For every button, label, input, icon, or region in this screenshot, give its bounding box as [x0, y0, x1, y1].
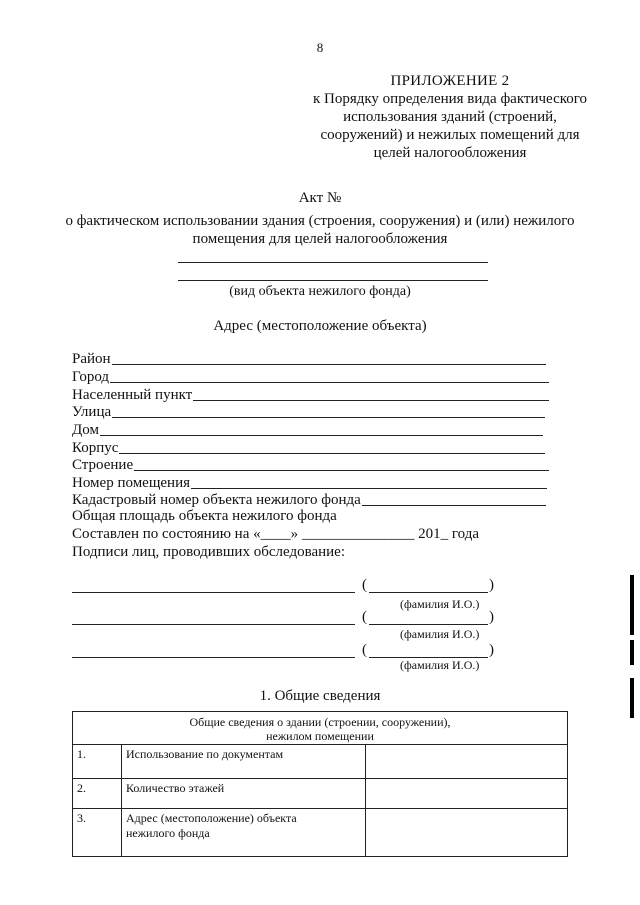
row-label [122, 809, 366, 857]
fill-line[interactable] [134, 470, 549, 471]
row-value[interactable] [366, 809, 568, 857]
table-header-row [73, 712, 568, 745]
field-label: Корпус [72, 440, 119, 456]
field-label: Город [72, 369, 110, 385]
field-label: Номер помещения [72, 475, 191, 491]
row-number: 2. [73, 779, 122, 809]
appendix-block [290, 72, 610, 162]
open-paren: ( [362, 577, 367, 593]
act-title: Акт № [298, 190, 342, 206]
field-label: Населенный пункт [72, 387, 193, 403]
field-label: Кадастровый номер объекта нежилого фонда [72, 492, 361, 508]
appendix-line: использования зданий (строений, [343, 109, 557, 125]
row-label [122, 745, 366, 779]
fill-line[interactable] [193, 400, 549, 401]
table-header-line: нежилом помещении [266, 729, 374, 743]
field-label: Дом [72, 422, 99, 438]
row-label-line: Количество этажей [126, 781, 225, 795]
fill-line[interactable] [112, 417, 545, 418]
address-heading: Адрес (местоположение объекта) [213, 318, 427, 334]
date-line[interactable]: Составлен по состоянию на «____» _______________ 201_ года [72, 526, 480, 542]
table-row [73, 779, 568, 809]
fio-caption: (фамилия И.О.) [400, 597, 480, 611]
table-row [73, 745, 568, 779]
row-label [122, 779, 366, 809]
close-paren: ) [489, 609, 494, 625]
district-field[interactable] [72, 350, 546, 367]
fill-line[interactable] [119, 453, 545, 454]
premises-number-field[interactable] [72, 474, 547, 491]
page-number: 8 [316, 40, 324, 55]
fill-line[interactable] [112, 364, 546, 365]
fill-line[interactable] [191, 488, 547, 489]
act-subtitle-line: о фактическом использовании здания (строения, сооружения) и (или) нежилого [65, 213, 575, 229]
cadastral-number-field[interactable] [72, 491, 546, 508]
general-info-table [72, 711, 568, 857]
appendix-line: к Порядку определения вида фактического [312, 91, 588, 107]
appendix-title: ПРИЛОЖЕНИЕ 2 [390, 73, 510, 89]
building-block-field[interactable] [72, 439, 545, 456]
street-field[interactable] [72, 403, 545, 420]
fio-line[interactable] [369, 592, 488, 593]
scan-edge-mark [630, 640, 634, 665]
table-header-cell [73, 712, 568, 745]
open-paren: ( [362, 609, 367, 625]
close-paren: ) [489, 577, 494, 593]
house-field[interactable] [72, 421, 543, 438]
close-paren: ) [489, 642, 494, 658]
fio-line[interactable] [369, 624, 488, 625]
act-subtitle-line: помещения для целей налогообложения [192, 231, 448, 247]
fill-line[interactable] [362, 505, 546, 506]
object-type-line[interactable] [178, 262, 488, 263]
row-label-line: Использование по документам [126, 747, 284, 761]
signature-line[interactable] [72, 624, 355, 625]
field-label: Район [72, 351, 111, 367]
appendix-line: сооружений) и нежилых помещений для [320, 127, 580, 143]
city-field[interactable] [72, 368, 549, 385]
fill-line[interactable] [100, 435, 543, 436]
object-type-caption: (вид объекта нежилого фонда) [229, 284, 411, 299]
signatures-label: Подписи лиц, проводивших обследование: [72, 544, 345, 560]
fio-caption: (фамилия И.О.) [400, 627, 480, 641]
total-area-label: Общая площадь объекта нежилого фонда [72, 508, 337, 524]
section-heading: 1. Общие сведения [259, 688, 381, 704]
row-label-line: нежилого фонда [126, 826, 210, 840]
row-label-line: Адрес (местоположение) объекта [126, 811, 297, 825]
fio-caption: (фамилия И.О.) [400, 658, 480, 672]
row-number: 1. [73, 745, 122, 779]
fill-line[interactable] [110, 382, 549, 383]
object-type-line[interactable] [178, 280, 488, 281]
scan-edge-mark [630, 575, 634, 635]
signature-line[interactable] [72, 657, 355, 658]
appendix-line: целей налогообложения [373, 145, 527, 161]
settlement-field[interactable] [72, 386, 549, 403]
table-header-line: Общие сведения о здании (строении, сооружении), [189, 715, 451, 729]
open-paren: ( [362, 642, 367, 658]
signature-line[interactable] [72, 592, 355, 593]
field-label: Улица [72, 404, 112, 420]
row-number: 3. [73, 809, 122, 857]
table-row [73, 809, 568, 857]
scan-edge-mark [630, 678, 634, 718]
row-value[interactable] [366, 779, 568, 809]
structure-field[interactable] [72, 456, 549, 473]
field-label: Строение [72, 457, 134, 473]
row-value[interactable] [366, 745, 568, 779]
act-subtitle [0, 212, 640, 248]
